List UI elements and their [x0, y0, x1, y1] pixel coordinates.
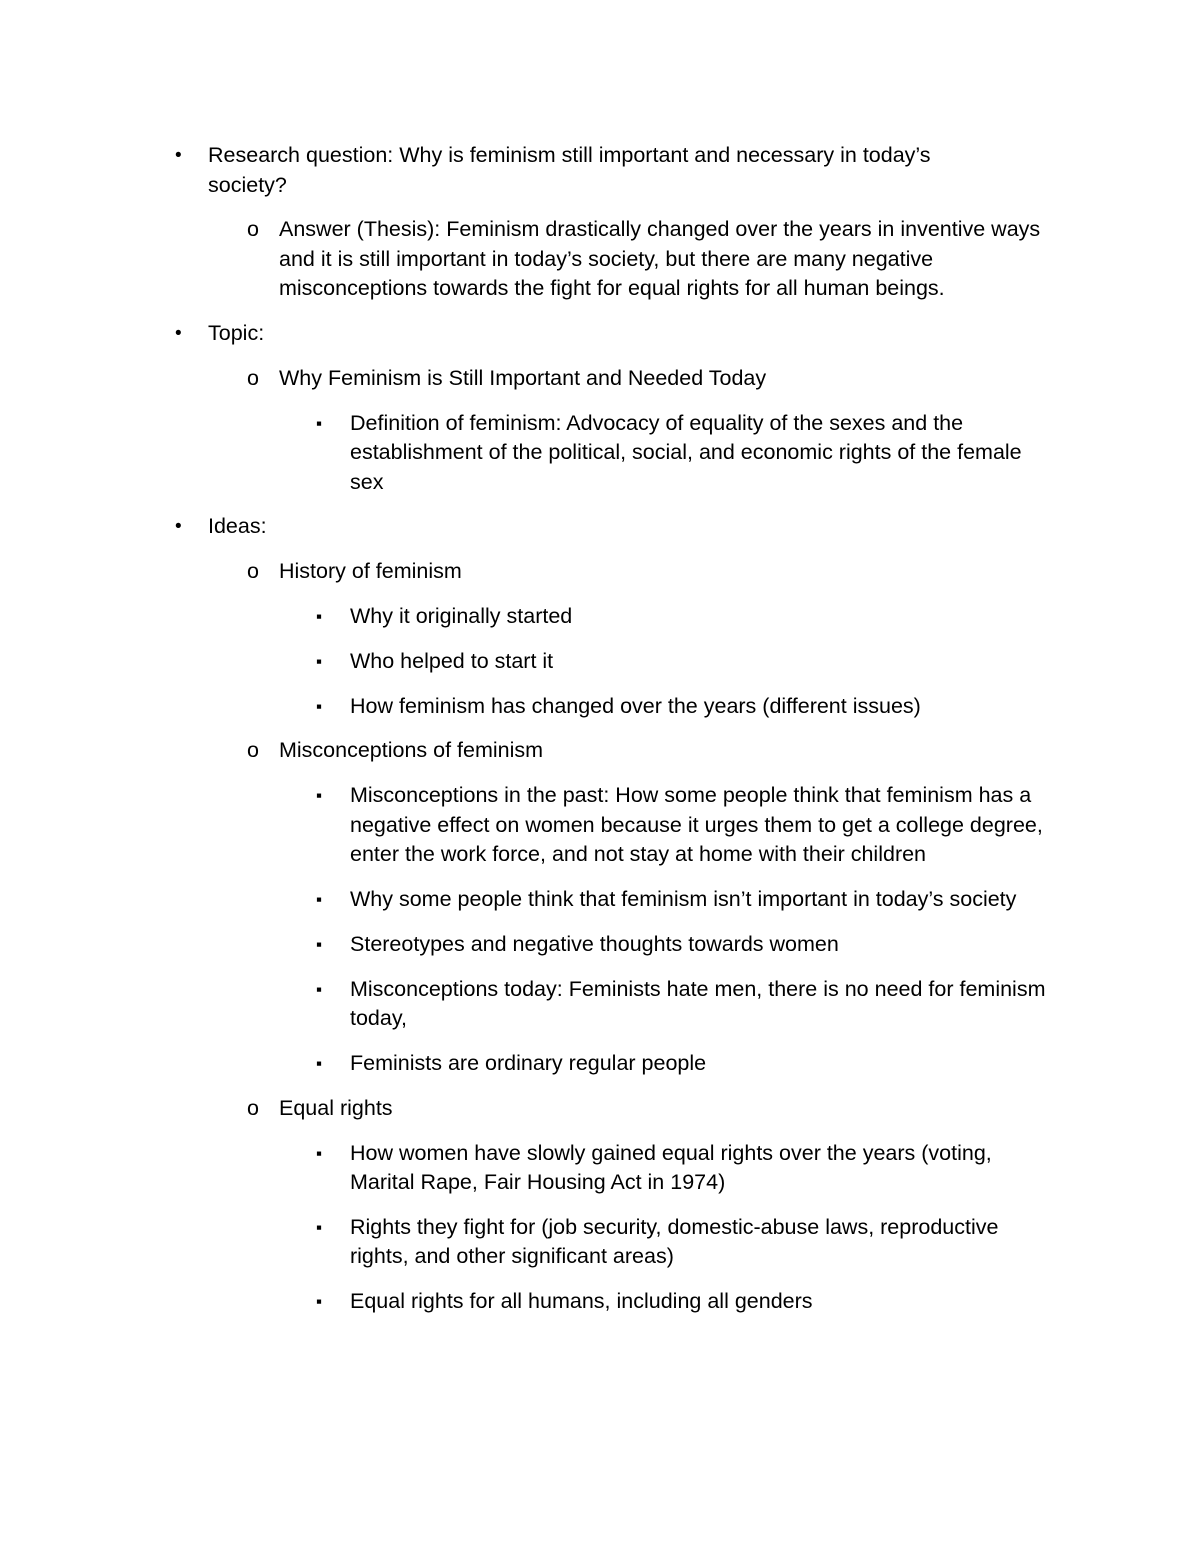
outline-item	[0, 930, 1060, 960]
outline-item	[0, 1094, 1069, 1124]
outline-item	[0, 975, 1060, 1034]
outline-item	[0, 692, 1060, 722]
bullet-marker: ▪	[316, 786, 323, 806]
outline-item	[0, 409, 1060, 498]
bullet-marker: ▪	[316, 934, 323, 954]
outline-item-text: Why some people think that feminism isn’t important in today’s society	[350, 887, 1017, 912]
outline-item-text: Feminists are ordinary regular people	[350, 1050, 707, 1075]
bullet-marker: •	[175, 145, 182, 166]
outline-item-text: Definition of feminism: Advocacy of equality of the sexes and the establishment of the political, social, and economic rights of the female sex	[350, 410, 1022, 494]
outline-item-text: Why Feminism is Still Important and Needed Today	[279, 365, 767, 390]
bullet-marker: ▪	[316, 979, 323, 999]
outline-item-text: History of feminism	[279, 559, 462, 584]
outline-item	[0, 1213, 1060, 1272]
bullet-marker: ▪	[316, 1292, 323, 1312]
outline-item	[0, 512, 1008, 542]
bullet-marker: ▪	[316, 1217, 323, 1237]
outline-item	[0, 319, 1008, 349]
outline-item	[0, 647, 1060, 677]
outline-item	[0, 781, 1060, 870]
outline-item-text: Ideas:	[208, 514, 267, 539]
outline-item	[0, 364, 1069, 394]
outline-item	[0, 1287, 1060, 1317]
bullet-marker: o	[247, 365, 259, 390]
outline-item	[0, 141, 1008, 200]
outline-item-text: Misconceptions today: Feminists hate men, there is no need for feminism today,	[350, 976, 1046, 1031]
outline-item-text: How feminism has changed over the years (different issues)	[350, 693, 921, 718]
outline-item-text: Misconceptions in the past: How some people think that feminism has a negative effect on women because it urges them to get a college degree, enter the work force, and not stay at home with their children	[350, 783, 1043, 867]
outline-item	[0, 1049, 1060, 1079]
outline-item-text: How women have slowly gained equal rights over the years (voting, Marital Rape, Fair Housing Act in 1974)	[350, 1140, 992, 1195]
outline-item-text: Equal rights	[279, 1095, 393, 1120]
outline-item-text: Why it originally started	[350, 604, 573, 629]
outline-item	[0, 1139, 1060, 1198]
bullet-marker: ▪	[316, 890, 323, 910]
outline-item	[0, 885, 1060, 915]
outline-item-text: Rights they fight for (job security, domestic-abuse laws, reproductive rights, and other significant areas)	[350, 1214, 999, 1269]
outline-item-text: Stereotypes and negative thoughts towards women	[350, 931, 839, 956]
bullet-marker: ▪	[316, 607, 323, 627]
bullet-marker: ▪	[316, 696, 323, 716]
bullet-marker: ▪	[316, 1053, 323, 1073]
bullet-marker: •	[175, 516, 182, 538]
bullet-marker: ▪	[316, 413, 323, 433]
outline-item	[0, 602, 1060, 632]
outline-item-text: Misconceptions of feminism	[279, 738, 544, 763]
outline-item-text: Topic:	[208, 321, 265, 346]
bullet-marker: o	[247, 217, 259, 242]
outline-item	[0, 215, 1069, 304]
bullet-marker: •	[175, 323, 182, 345]
bullet-marker: o	[247, 738, 259, 763]
outline-item-text: Equal rights for all humans, including all genders	[350, 1289, 813, 1314]
outline-list	[0, 141, 1200, 1332]
bullet-marker: o	[247, 1095, 259, 1120]
outline-item-text: Research question: Why is feminism still important and necessary in today’s society?	[208, 143, 931, 197]
outline-item-text: Answer (Thesis): Feminism drastically changed over the years in inventive ways and it is still important in today’s society, but there are many negative misconceptions towards the fight for equal rights for all human beings.	[279, 217, 1041, 301]
bullet-marker: ▪	[316, 651, 323, 671]
outline-item	[0, 557, 1069, 587]
bullet-marker: o	[247, 559, 259, 584]
outline-item-text: Who helped to start it	[350, 648, 554, 673]
bullet-marker: ▪	[316, 1143, 323, 1163]
outline-item	[0, 736, 1069, 766]
